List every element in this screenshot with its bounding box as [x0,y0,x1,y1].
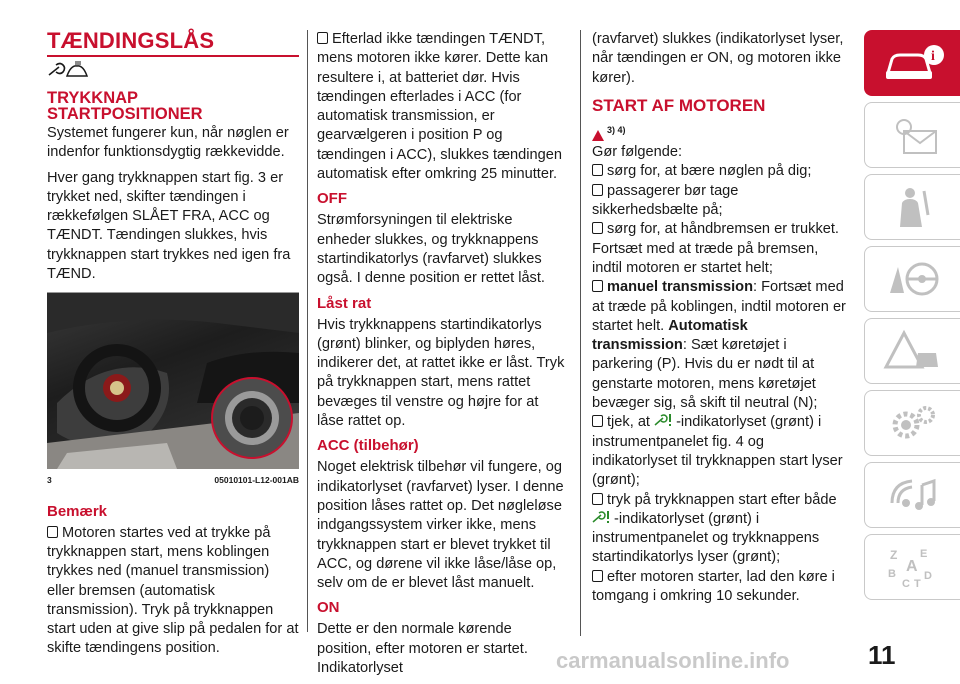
watermark: carmanualsonline.info [556,648,790,673]
list-item: sørg for, at håndbremsen er trukket. Fortsæt med at træde på bremsen, indtil motoren er startet helt; [592,221,839,276]
bullet-icon [592,222,603,234]
heading-off: OFF [317,190,347,208]
paragraph: Hver gang trykknappen start fig. 3 er trykket ned, skifter tændingen i rækkefølgen SLÅET FRA, ACC og TÆNDT. Tændingen slukkes, hvis trykknappen start trykkes ned igen fra TÆND. [47,169,291,283]
paragraph: Strømforsyningen til elektriske enheder slukkes, og trykknappens startindikatorlys (ravfarvet) slukkes også. I denne position er rettet låst. [317,212,545,287]
section-title: TÆNDINGSLÅS [47,28,215,53]
svg-text:E: E [919,548,927,560]
envelope-warning-icon [882,113,944,157]
heading-locked-wheel: Låst rat [317,294,372,312]
multimedia-icon [882,473,944,517]
note-title: Bemærk [47,502,108,520]
subsection-title: TRYKKNAP STARTPOSITIONER [47,89,203,123]
svg-text:A: A [905,558,918,575]
svg-text:C: C [901,578,910,589]
column-3 [592,30,846,606]
paragraph: Gør følgende: [592,144,683,161]
bullet-icon [592,184,603,196]
column-divider [307,30,308,632]
paragraph: Hvis trykknappens startindikatorlys (grønt) blinker, og biplyden høres, indikerer det, at rattet ikke er låst. Tryk på trykknappen start, mens rattet bevæges til venstre og højre for at låse rattet op. [317,316,565,430]
column-1 [47,30,299,665]
bullet-icon [592,280,603,292]
list-item: tjek, at -indikatorlyset (grønt) i instrumentpanelet fig. 4 og indikatorlyset til trykknappen start lyser (grønt); [592,414,843,489]
tab-maintenance[interactable] [864,390,960,456]
bullet-icon [592,493,603,505]
list-item: passagerer bør tage sikkerhedsbælte på; [592,182,739,219]
bullet-icon [592,570,603,582]
chapter-tabs [864,30,960,606]
column-2 [317,30,567,684]
paragraph: (ravfarvet) slukkes (indikatorlyset lyser, når tændingen er ON, og motoren ikke kører). [592,31,844,86]
figure-code: 05010101-L12-001AB [214,475,299,486]
warning-refs: 3) 4) [607,125,626,136]
steering-wheel-icon [882,257,944,301]
figure-caption [47,471,299,490]
bullet-icon [47,526,58,538]
paragraph: Systemet fungerer kun, når nøglen er indenfor funktionsdygtig rækkevidde. [47,125,289,161]
seatbelt-person-icon [882,185,944,229]
svg-text:B: B [887,568,896,580]
tab-multimedia[interactable] [864,462,960,528]
column-divider [580,30,581,636]
svg-text:T: T [913,578,921,589]
list-item: sørg for, at bære nøglen på dig; [592,162,846,181]
key-indicator-icon [654,413,676,427]
svg-text:Z: Z [889,548,897,562]
title-rule [47,55,299,57]
paragraph: Noget elektrisk tilbehør vil fungere, og indikatorlyset (ravfarvet) lyser. I denne position låses rattet op. Det nøgleløse indgangssystem virker ikke, mens trykknappen start er blevet trykket til ACC, og dørene vil ikke låse/låse op, selv om de er blevet låst manuelt. [317,459,564,592]
svg-text:i: i [930,49,935,64]
tab-warning-lights[interactable] [864,102,960,168]
bullet-icon [592,164,603,176]
list-item: tryk på trykknappen start efter både -indikatorlyset (grønt) i instrumentpanelet og trykknappens startindikatorlys lyser (grønt); [592,491,837,566]
key-symbol-icon [47,61,299,81]
warning-triangle-icon [592,130,604,141]
warning-triangle-road-icon [882,329,944,373]
tab-knowing-car[interactable] [864,30,960,96]
figure-start-button-photo [47,292,299,469]
tab-index[interactable] [864,534,960,600]
note-text: Motoren startes ved at trykke på trykknappen start, mens koblingen trykkes ned (manuel transmission) eller bremsen (automatisk transmission). Tryk på trykknappen start uden at give slip på pedalen for at skifte tændingens position. [47,524,299,657]
list-item: manuel transmission: Fortsæt med at træde på koblingen, indtil motoren er startet helt. Automatisk transmission: Sæt køretøjet i parkering (P). Hvis du er nødt til at genstarte motoren, mens køretøjet bevæger sig, så skift til neutral (N); [592,279,846,412]
list-item: efter motoren starter, lad den køre i tomgang i omkring 10 sekunder. [592,568,835,605]
svg-text:D: D [923,570,932,582]
page-number: 11 [868,640,896,670]
bullet-icon [317,32,328,44]
start-engine-heading: START AF MOTOREN [592,95,766,115]
figure-number: 3 [47,475,52,486]
heading-acc: ACC (tilbehør) [317,437,419,455]
tab-emergency[interactable] [864,318,960,384]
warning-reference [592,121,846,139]
heading-on: ON [317,599,340,617]
alphabet-index-icon [882,545,944,589]
tab-safety[interactable] [864,174,960,240]
bullet-icon [592,415,603,427]
tab-starting-driving[interactable] [864,246,960,312]
key-indicator-icon [592,510,614,524]
paragraph: Dette er den normale kørende position, efter motoren er startet. Indikatorlyset [317,621,528,677]
car-info-icon [882,43,944,83]
paragraph: Efterlad ikke tændingen TÆNDT, mens motoren ikke kører. Dette kan resultere i, at batteriet dør. Hvis tændingen efterlades i ACC (for automatisk transmission, er gearvælgeren i position P og tændingen i ACC), slukkes tændingen automatisk efter omkring 25 minutter. [317,31,562,183]
gears-icon [882,401,944,445]
